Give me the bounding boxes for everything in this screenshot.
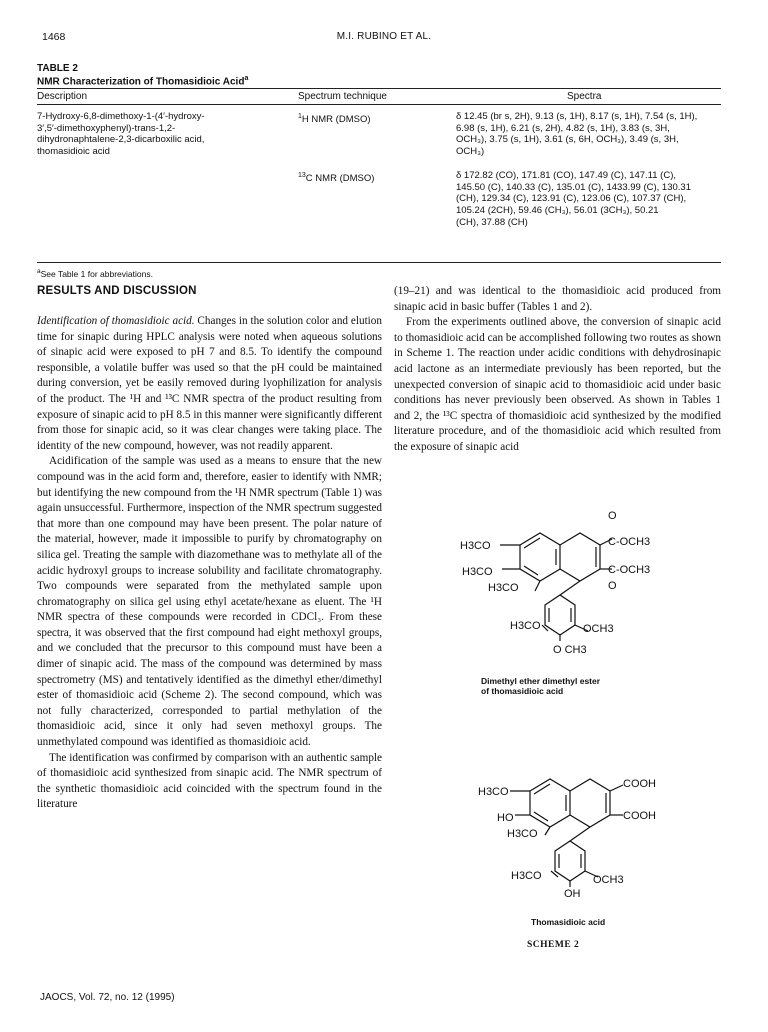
table-label: TABLE 2 [37,63,78,74]
dihydro-ring-right [570,779,610,827]
spectra-line: OCH₃) [456,146,485,158]
table-header-technique: Spectrum technique [298,91,387,102]
description-line: 3′,5′-dimethoxyphenyl)-trans-1,2- [37,122,176,134]
label-ester-1: C-OCH3 [608,536,651,548]
technique-cell-13c [298,170,374,185]
paragraph: From the experiments outlined above, the conversion of sinapic acid to thomasidioic acid can be accomplished following two routes as shown in Scheme 1. The reaction under acidic conditions with dehydrosinapic acid lactone as an intermediate previously has been reported, but the unexpected conversion of sinapic acid to thomasidioic acid under basic conditions has never previously been observed. As shown in Tables 1 and 2, the ¹³C spectra of thomasidioic acid synthesized by the modified literature procedure, and of the thomasidioic acid which resulted from the exposure of sinapic acid [394,316,721,453]
label-cooh-1: COOH [623,778,656,790]
label-carbonyl-o-top: O [608,510,617,522]
spectra-line: (CH), 129.34 (C), 123.91 (C), 123.06 (C), 107.37 (CH), [456,193,687,205]
description-line: 7-Hydroxy-6,8-dimethoxy-1-(4′-hydroxy- [37,111,205,122]
technique-cell-1h [298,111,371,126]
spectra-line: δ 12.45 (br s, 2H), 9.13 (s, 1H), 8.17 (s, 1H), 7.54 (s, 1H), [456,111,698,122]
label-h3co-2: H3CO [507,828,538,840]
label-oh: OH [564,888,581,900]
paragraph-text: Changes in the solution color and elution time for sinapic during HPLC analysis were noted when aqueous solutions of sinapic acid were exposed to pH 7 and 8.5. To identify the compound responsible, a volatile buffer was used so that the pH could be maintained during conversion, yet be easily removed during lyophilization for analysis of the product. The ¹H and ¹³C NMR spectra of the product resulting from exposure of sinapic acid to pH 8.5 in this manner were significantly different from those for sinapic acid, so it was clear changes were taking place. The identity of the new compound, however, was not readily apparent. [37,315,382,452]
scheme-caption-compound1 [481,676,600,696]
label-ester-2: C-OCH3 [608,564,651,576]
paragraph-run-in-heading: Identification of thomasidioic acid. [37,315,195,327]
label-cooh-2: COOH [623,810,656,822]
label-h3co-1: H3CO [460,540,491,552]
footnote-marker: a [37,268,41,275]
spectra-cell-13c [456,170,724,229]
aromatic-ring-left [520,533,560,581]
aromatic-ring-left [530,779,570,827]
paragraph: Acidification of the sample was used as a means to ensure that the new compound was in the acid form and, therefore, easier to identify with NMR; but identifying the new compound from the ¹H NMR spectrum (Table 1) was again unsuccessful. Furthermore, inspection of the NMR spectrum suggested that more than one compound may have been present. The polar nature of the material, however, made it impossible to purify by chromatography on silica gel. Treating the sample with diazomethane was to methylate all of the acidic hydroxyl groups to increase solubility and facilitate chromatography. Two compounds were separated from the methylated sample upon chromatography on silica gel using ethyl acetate/hexane as eluent. The ¹H NMR spectra of these compounds were recorded in CDCl₃. From these spectra, it was observed that the first compound had eight methoxyl groups, and we concluded that the precursor to this compound must have been a dimer of sinapic acid. The mass of the compound was determined by mass spectrometry (MS) and tentatively identified as the dimethyl ether/dimethyl ester of thomasidioic acid (Scheme 2). The second compound, which was not fully characterized, corresponded to partial methylation of the thomasidioic acid, since it only had seven methoxyl groups. The unmethylated compound was identified as thomasidioic acid. [37,455,382,749]
table-footnote [37,268,153,279]
left-column [37,314,382,813]
description-line: thomasidioic acid [37,146,110,158]
label-ho: HO [497,812,514,824]
table-bottom-rule [37,262,721,263]
label-h3co-2: H3CO [462,566,493,578]
label-h3co-3: H3CO [511,870,542,882]
description-line: dihydronaphtalene-2,3-dicarboxilic acid, [37,134,205,146]
structure-thomasidioic-acid [465,765,675,910]
spectra-line: 145.50 (C), 140.33 (C), 135.01 (C), 1433.99 (C), 130.31 [456,181,691,193]
label-h3co-1: H3CO [478,786,509,798]
label-och3-para: O CH3 [553,644,587,656]
spectra-cell-1h [456,111,724,158]
scheme-label: SCHEME 2 [527,940,580,950]
table-top-rule [37,88,721,89]
table-header-description: Description [37,91,88,102]
technique-text: C NMR (DMSO) [305,173,375,185]
label-och3-aryl: OCH3 [583,623,614,635]
technique-text: H NMR (DMSO) [301,114,371,126]
technique-sup: 13 [298,172,306,179]
table-header-rule [37,104,721,105]
label-h3co-3: H3CO [488,582,519,594]
caption-line: of thomasidioic acid [481,686,564,696]
section-heading: RESULTS AND DISCUSSION [37,285,197,297]
spectra-line: 105.24 (2CH), 59.46 (CH₃), 56.01 (3CH₃), 50.21 [456,205,659,217]
caption-line: Dimethyl ether dimethyl ester [481,676,601,686]
spectra-line: (CH), 37.88 (CH) [456,216,528,228]
spectra-line: 6.98 (s, 1H), 6.21 (s, 2H), 4.82 (s, 1H), 3.83 (s, 3H, [456,122,670,134]
table-caption-footnote-marker: a [244,75,249,82]
dihydro-ring-right [560,533,600,581]
right-column [394,284,721,456]
paragraph: The identification was confirmed by comparison with an authentic sample of thomasidioic acid synthesized from sinapic acid. The NMR spectrum of the synthetic thomasidioic acid coincided with the spectrum found in the literature [37,751,382,811]
technique-sup: 1 [298,113,302,120]
table-caption [37,75,248,87]
spectra-line: δ 172.82 (CO), 171.81 (CO), 147.49 (C), 147.11 (C), [456,170,677,181]
page-number: 1468 [42,31,66,43]
label-h3co-4: H3CO [510,620,541,632]
table-description-cell [37,111,287,158]
table-header-spectra: Spectra [567,91,602,102]
structure-dimethyl-ester [440,505,660,670]
paragraph [37,314,382,454]
running-head: M.I. RUBINO ET AL. [336,31,432,42]
label-och3: OCH3 [593,874,624,886]
journal-footer: JAOCS, Vol. 72, no. 12 (1995) [40,992,175,1003]
footnote-text: See Table 1 for abbreviations. [40,268,153,279]
scheme-caption-compound2: Thomasidioic acid [531,917,606,927]
spectra-line: OCH₃), 3.75 (s, 1H), 3.61 (s, 6H, OCH₃), 3.49 (s, 3H, [456,134,679,146]
label-carbonyl-o-bottom: O [608,580,617,592]
paragraph: (19–21) and was identical to the thomasidioic acid produced from sinapic acid in basic buffer (Tables 1 and 2). [394,285,721,313]
table-caption-text: NMR Characterization of Thomasidioic Acid [37,76,245,88]
